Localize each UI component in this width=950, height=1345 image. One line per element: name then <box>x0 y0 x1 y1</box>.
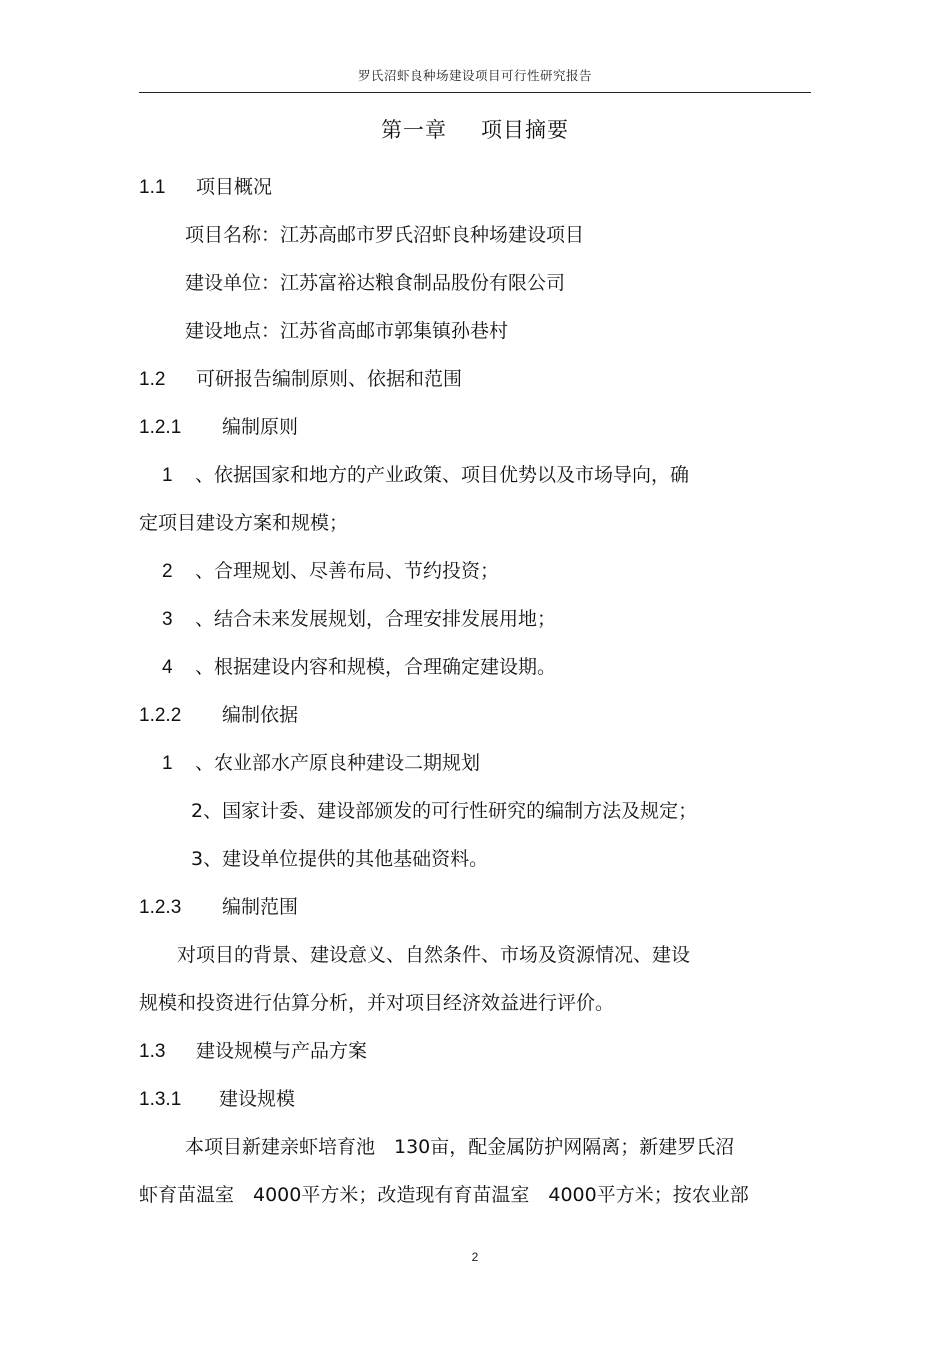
list-number: 1 <box>162 753 173 774</box>
list-item-continuation: 定项目建设方案和规模； <box>139 512 349 534</box>
paragraph-line: 本项目新建亲虾培育池 130亩，配金属防护网隔离；新建罗氏沼 <box>185 1136 735 1158</box>
section-heading-1-3 <box>139 1038 367 1065</box>
list-item <box>162 750 480 777</box>
section-title: 可研报告编制原则、依据和范围 <box>196 368 463 390</box>
section-title: 建设规模 <box>219 1088 296 1110</box>
section-number: 1.2.1 <box>139 417 182 438</box>
list-number: 1 <box>162 465 173 486</box>
list-item: 3、建设单位提供的其他基础资料。 <box>191 848 489 870</box>
section-number: 1.3 <box>139 1041 166 1062</box>
section-heading-1-2-2 <box>139 702 298 729</box>
section-heading-1-2 <box>139 366 462 393</box>
section-number: 1.3.1 <box>139 1089 182 1110</box>
list-item <box>162 462 689 489</box>
section-title: 编制原则 <box>222 416 299 438</box>
chapter-number: 第一章 <box>381 118 447 142</box>
running-header: 罗氏沼虾良种场建设项目可行性研究报告 <box>357 68 592 83</box>
list-text: 、根据建设内容和规模，合理确定建设期。 <box>195 656 557 678</box>
section-title: 编制依据 <box>222 704 299 726</box>
paragraph-line: 规模和投资进行估算分析，并对项目经济效益进行评价。 <box>139 992 615 1014</box>
section-title: 项目概况 <box>196 176 273 198</box>
section-heading-1-3-1 <box>139 1086 295 1113</box>
list-number: 3 <box>162 609 173 630</box>
list-number: 2 <box>162 561 173 582</box>
list-text: 、结合未来发展规划，合理安排发展用地； <box>195 608 557 630</box>
list-item <box>162 606 556 633</box>
location-line: 建设地点：江苏省高邮市郭集镇孙巷村 <box>185 320 509 342</box>
section-heading-1-2-3 <box>139 894 298 921</box>
section-number: 1.1 <box>139 177 166 198</box>
list-item: 2、国家计委、建设部颁发的可行性研究的编制方法及规定； <box>191 800 698 822</box>
section-heading-1-2-1 <box>139 414 298 441</box>
section-heading-1-1 <box>139 174 272 201</box>
section-number: 1.2.3 <box>139 897 182 918</box>
section-number: 1.2.2 <box>139 705 182 726</box>
page-number: 2 <box>471 1250 479 1264</box>
header-divider <box>139 92 811 93</box>
chapter-heading <box>0 114 950 144</box>
section-number: 1.2 <box>139 369 166 390</box>
builder-line: 建设单位：江苏富裕达粮食制品股份有限公司 <box>185 272 566 294</box>
section-title: 编制范围 <box>222 896 299 918</box>
list-item <box>162 558 499 585</box>
list-item <box>162 654 556 681</box>
project-name-line: 项目名称：江苏高邮市罗氏沼虾良种场建设项目 <box>185 224 585 246</box>
section-title: 建设规模与产品方案 <box>196 1040 368 1062</box>
chapter-title: 项目摘要 <box>481 118 569 142</box>
list-text: 、合理规划、尽善布局、节约投资； <box>195 560 500 582</box>
paragraph-line: 虾育苗温室 4000平方米；改造现有育苗温室 4000平方米；按农业部 <box>139 1184 749 1206</box>
list-number: 4 <box>162 657 173 678</box>
paragraph-line: 对项目的背景、建设意义、自然条件、市场及资源情况、建设 <box>177 944 691 966</box>
list-text: 、依据国家和地方的产业政策、项目优势以及市场导向，确 <box>195 464 690 486</box>
list-text: 、农业部水产原良种建设二期规划 <box>195 752 481 774</box>
